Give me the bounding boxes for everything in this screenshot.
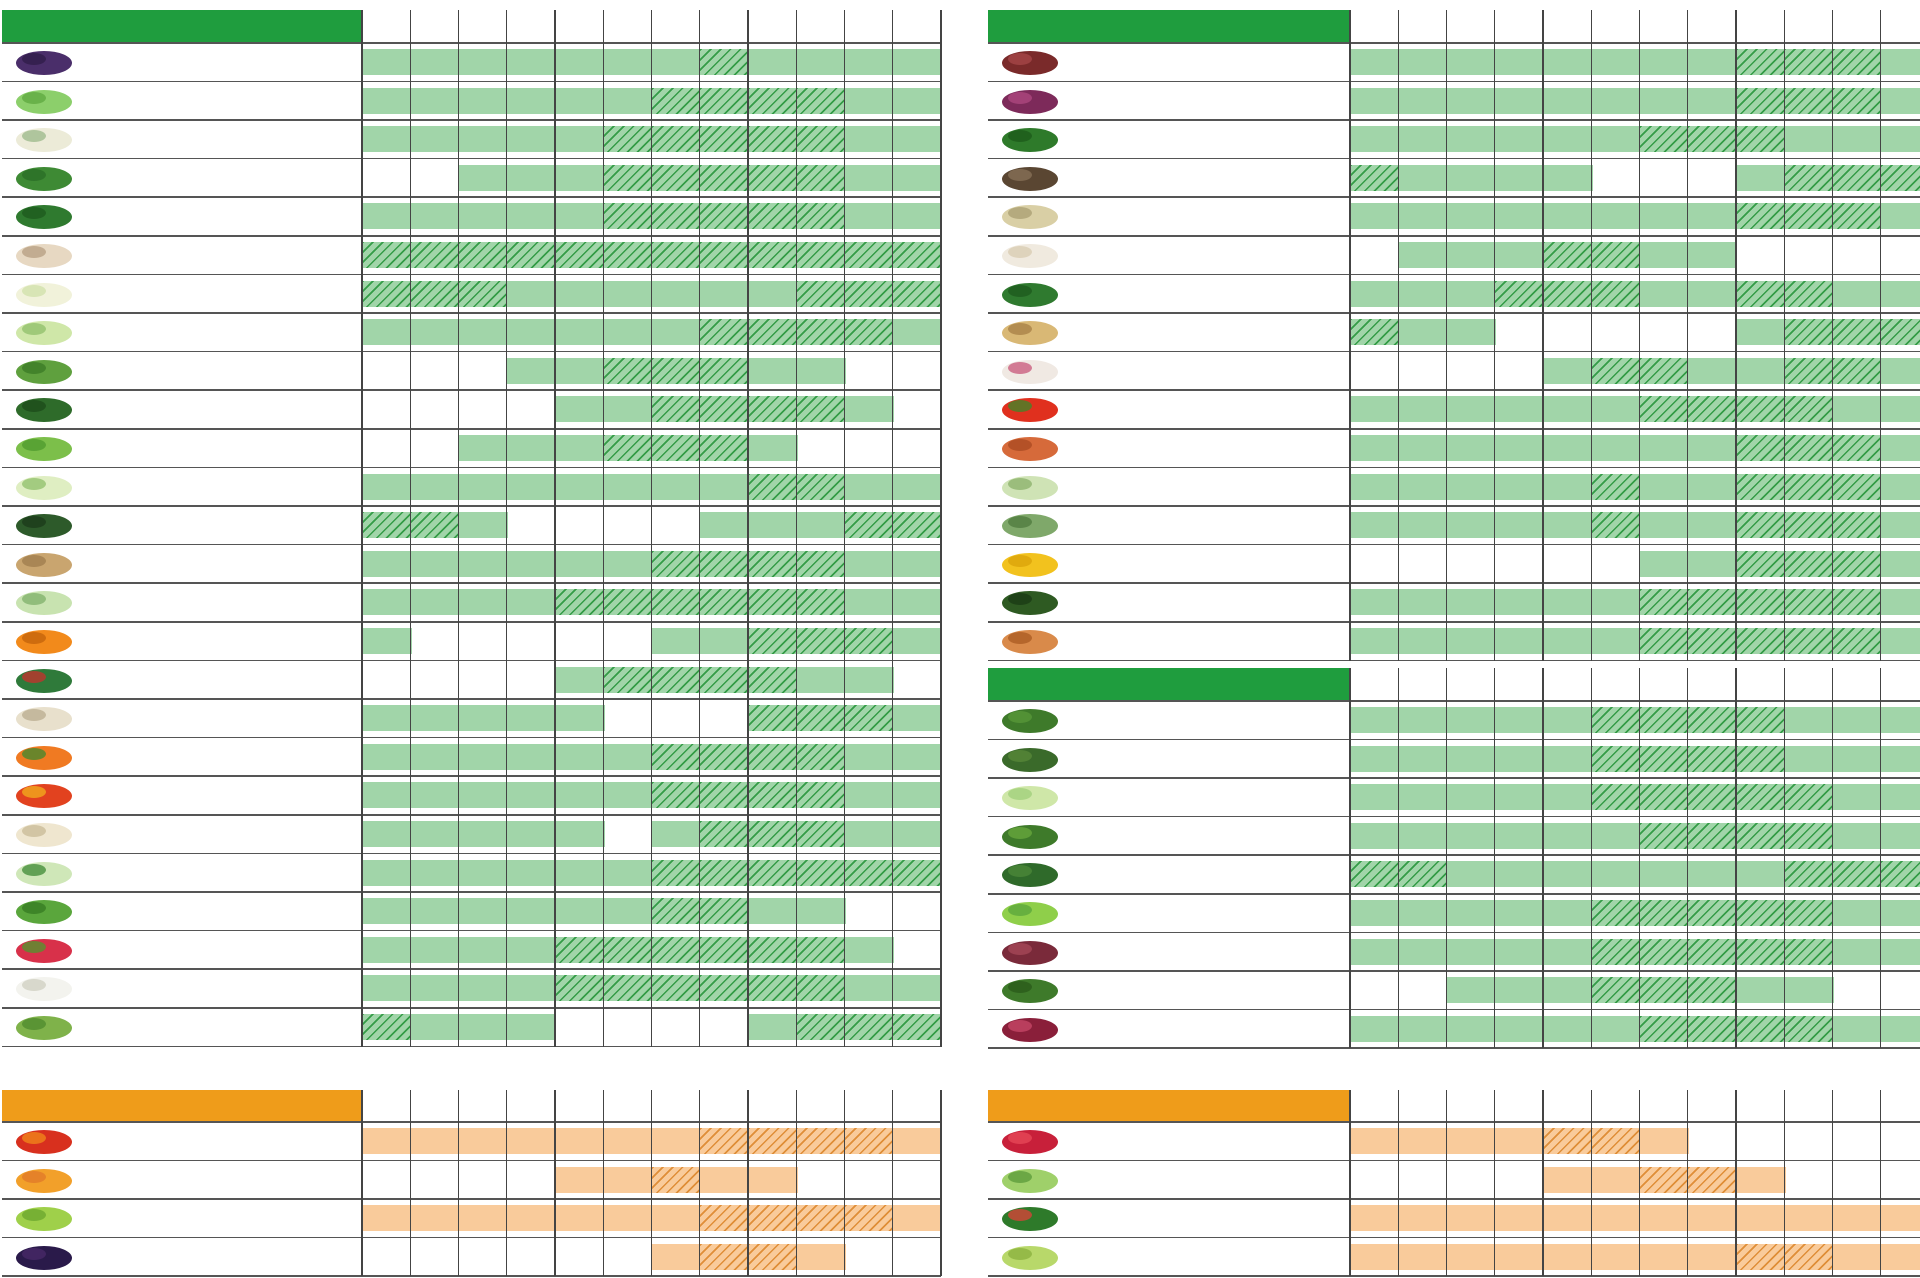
season-bar [1833,1205,1883,1231]
season-bar [1591,1244,1641,1270]
season-bar [1833,1244,1883,1270]
season-bar [1784,1205,1834,1231]
season-bar [1640,1167,1690,1193]
season-bar [1591,1205,1641,1231]
season-bar [1640,1128,1690,1154]
month-label [1398,1090,1446,1122]
season-bar [1543,1244,1593,1270]
grid-line [1735,1090,1736,1276]
grid-line [1784,1090,1785,1276]
season-bar [1398,1244,1448,1270]
season-bar [1398,1205,1448,1231]
month-label [1736,1090,1784,1122]
grid-line [1542,1090,1543,1276]
item-label [1081,1161,1348,1200]
month-label [1833,1090,1881,1122]
season-bar [1640,1205,1690,1231]
month-label [1881,1090,1920,1122]
season-bar [1350,1128,1400,1154]
month-label [1591,1090,1639,1122]
season-bar [1350,1244,1400,1270]
season-bar [1688,1244,1738,1270]
melon-icon [992,1201,1070,1235]
season-bar [1784,1244,1834,1270]
season-bar [1736,1205,1786,1231]
season-bar [1495,1128,1545,1154]
grapes-icon [992,1240,1070,1274]
season-bar [1495,1244,1545,1270]
month-label [1784,1090,1832,1122]
grid-line [1832,1090,1833,1276]
season-bar [1688,1167,1738,1193]
month-label [1447,1090,1495,1122]
season-bar [1543,1205,1593,1231]
season-bar [1881,1244,1920,1270]
season-bar [1398,1128,1448,1154]
season-bar [1736,1167,1786,1193]
gooseberry-icon [992,1163,1070,1197]
season-bar [1447,1244,1497,1270]
item-label [1081,1122,1348,1161]
season-bar [1447,1205,1497,1231]
season-bar [1688,1205,1738,1231]
month-label [1495,1090,1543,1122]
month-label [1688,1090,1736,1122]
season-bar [1591,1167,1641,1193]
season-bar [1543,1167,1593,1193]
season-bar [1447,1128,1497,1154]
grid-line [1591,1090,1592,1276]
season-bar [1543,1128,1593,1154]
season-bar [1591,1128,1641,1154]
season-bar [1640,1244,1690,1270]
season-bar [1881,1205,1920,1231]
grid-line [1687,1090,1688,1276]
section-title [988,1090,1350,1122]
season-bar [1495,1205,1545,1231]
grid-line [1880,1090,1881,1276]
month-label [1543,1090,1591,1122]
season-bar [1736,1244,1786,1270]
grid-line [1446,1090,1447,1276]
item-label [1081,1238,1348,1277]
month-label [1350,1090,1398,1122]
rhubarb-icon [992,1124,1070,1158]
grid-line [1398,1090,1399,1276]
season-bar [1350,1205,1400,1231]
row-divider [988,1275,1920,1277]
grid-line [1494,1090,1495,1276]
month-label [1640,1090,1688,1122]
grid-line [1639,1090,1640,1276]
item-label [1081,1199,1348,1238]
grid-line [1349,1090,1350,1276]
